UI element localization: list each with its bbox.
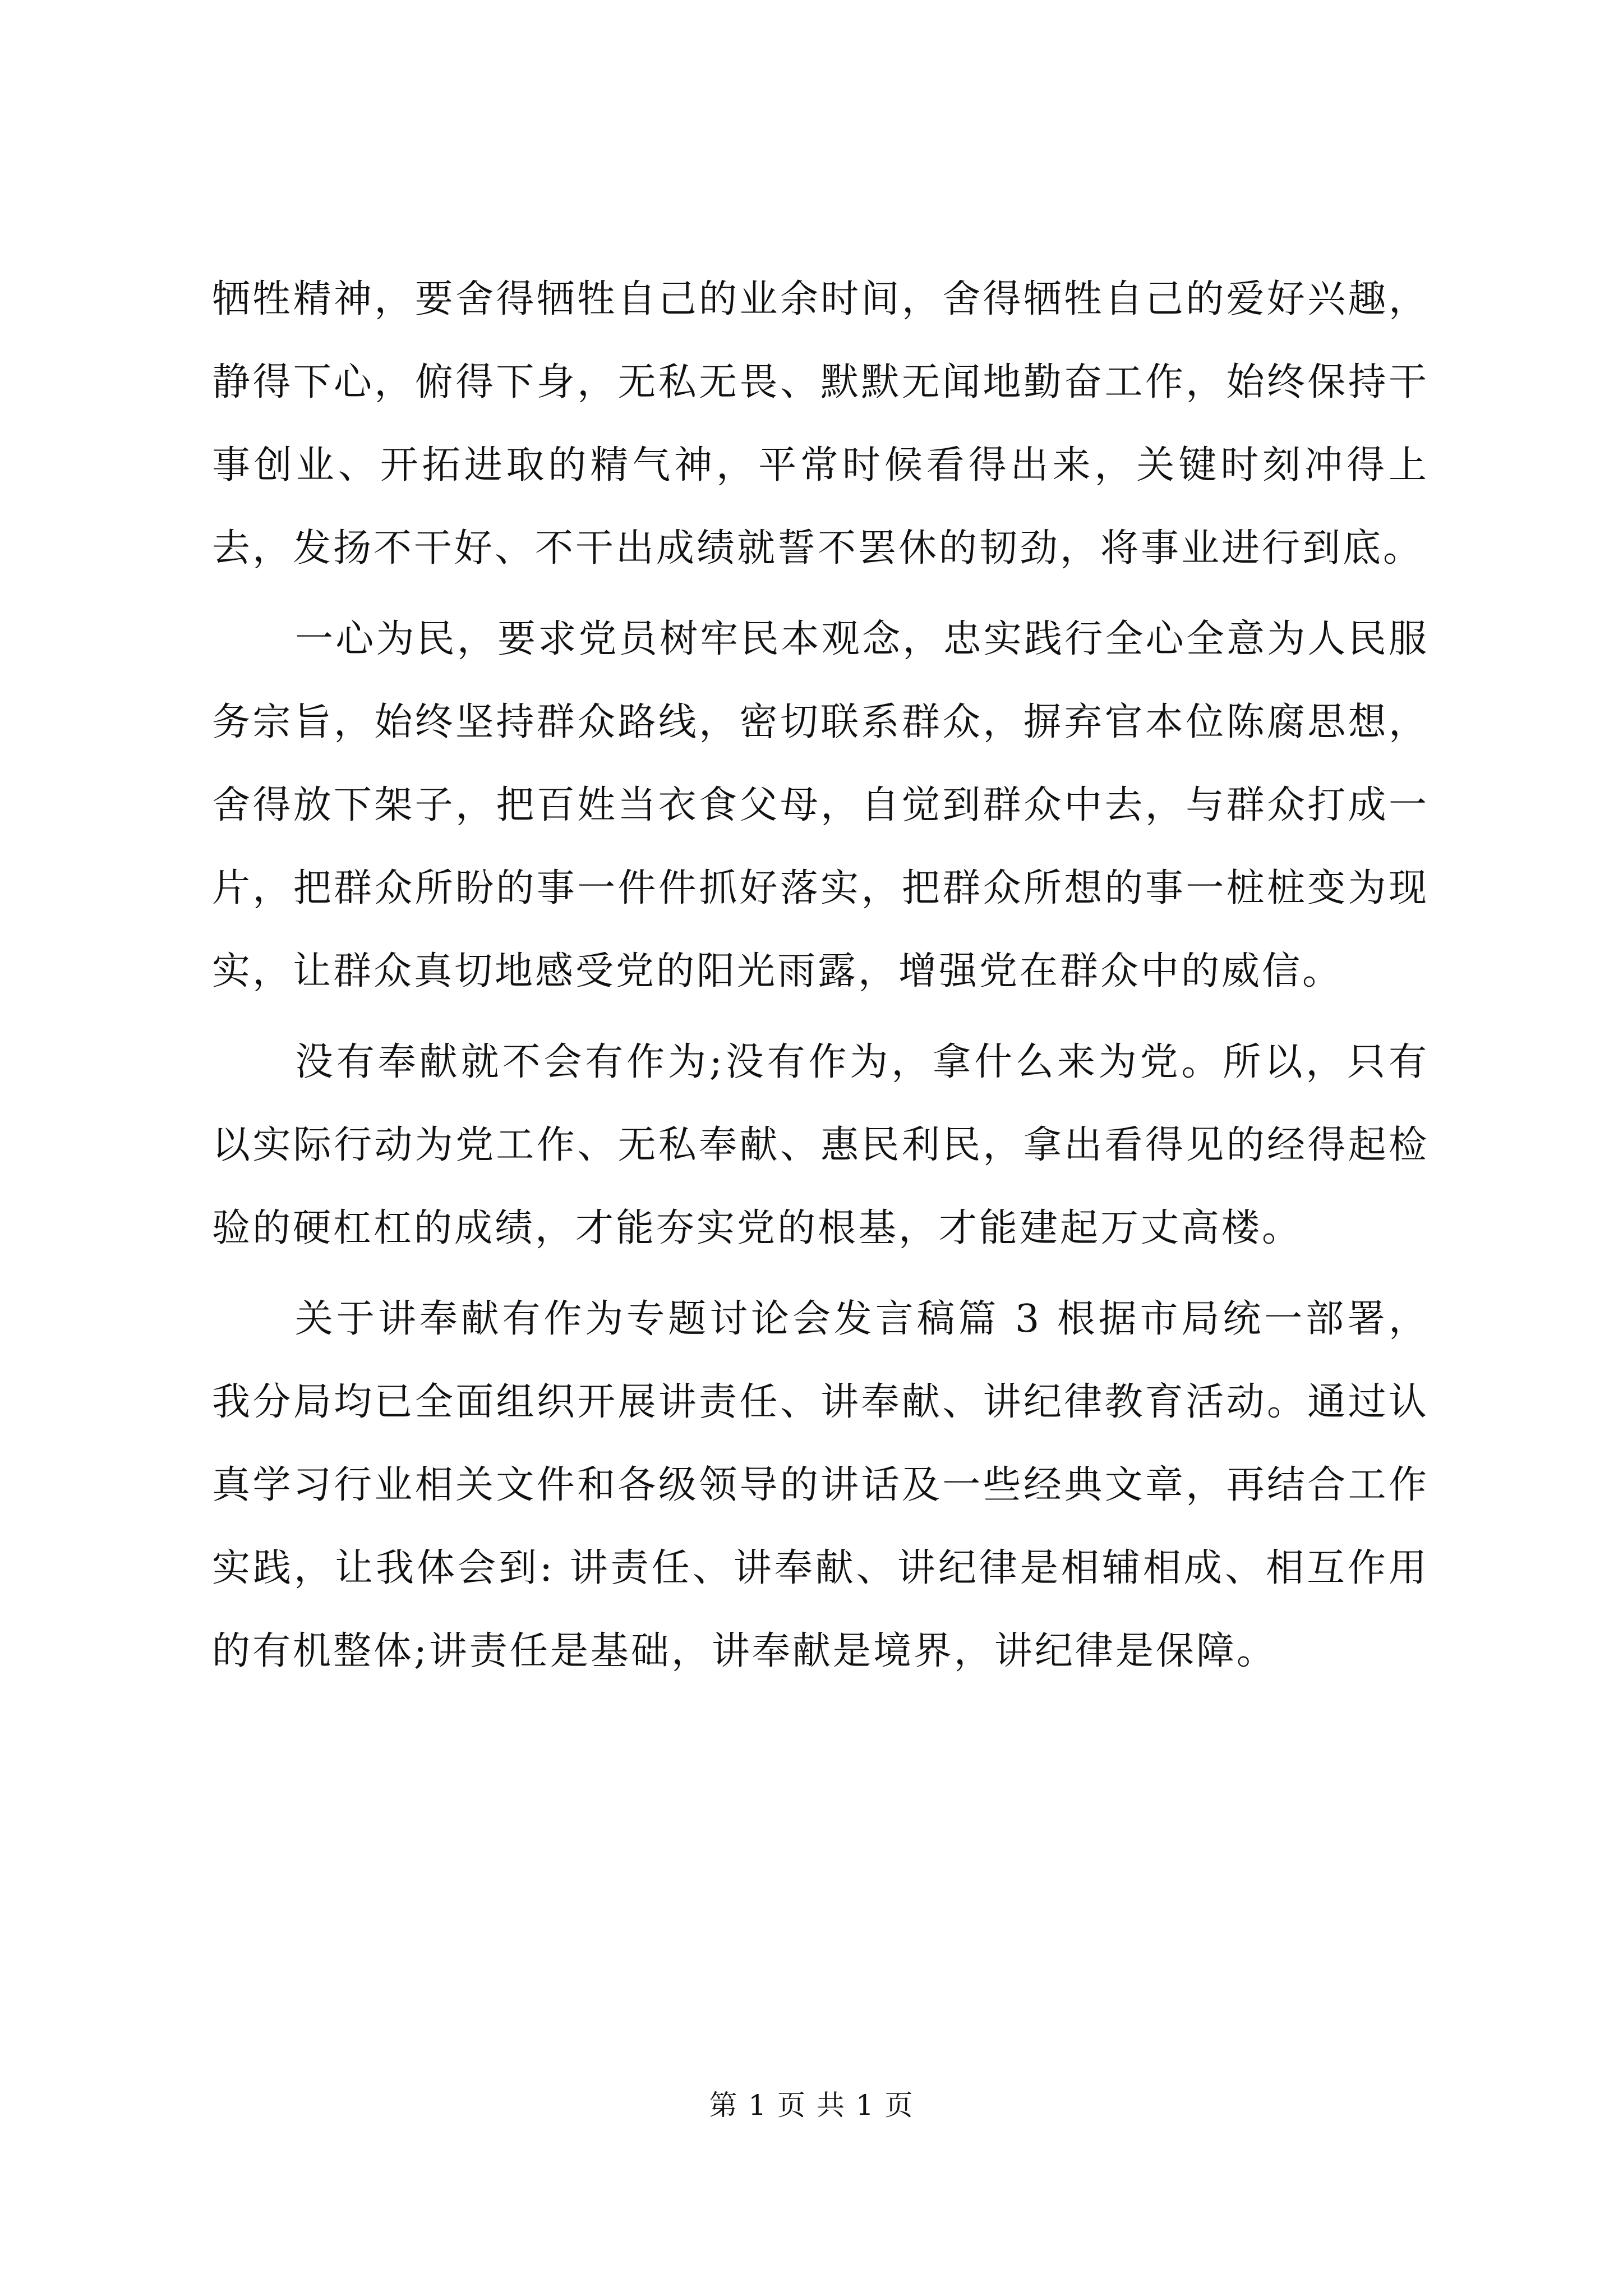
- paragraph-serve-people: 一心为民，要求党员树牢民本观念，忠实践行全心全意为人民服务宗旨，始终坚持群众路线，密切联系群众，摒弃官本位陈腐思想，舍得放下架子，把百姓当衣食父母，自觉到群众中去，与群众打成一片，把群众所盼的事一件件抓好落实，把群众所想的事一桩桩变为现实，让群众真切地感受党的阳光雨露，增强党在群众中的威信。: [212, 617, 1429, 993]
- paragraph-contribution: 没有奉献就不会有作为;没有作为，拿什么来为党。所以，只有以实际行动为党工作、无私奉献、惠民利民，拿出看得见的经得起检验的硬杠杠的成绩，才能夯实党的根基，才能建起万丈高楼。: [212, 1040, 1429, 1250]
- document-body: [212, 258, 1429, 1701]
- page-number-footer: 第 1 页 共 1 页: [709, 2089, 914, 2122]
- paragraph-continuation: 牺牲精神，要舍得牺牲自己的业余时间，舍得牺牲自己的爱好兴趣，静得下心，俯得下身，无私无畏、默默无闻地勤奋工作，始终保持干事创业、开拓进取的精气神，平常时候看得出来，关键时刻冲得上去，发扬不干好、不干出成绩就誓不罢休的韧劲，将事业进行到底。: [212, 277, 1429, 570]
- paragraph-speech-part-3: 关于讲奉献有作为专题讨论会发言稿篇 3 根据市局统一部署，我分局均已全面组织开展讲责任、讲奉献、讲纪律教育活动。通过认真学习行业相关文件和各级领导的讲话及一些经典文章，再结合工作实践，让我体会到: 讲责任、讲奉献、讲纪律是相辅相成、相互作用的有机整体;讲责任是基础，讲奉献是境界，讲纪律是保障。: [212, 1297, 1429, 1673]
